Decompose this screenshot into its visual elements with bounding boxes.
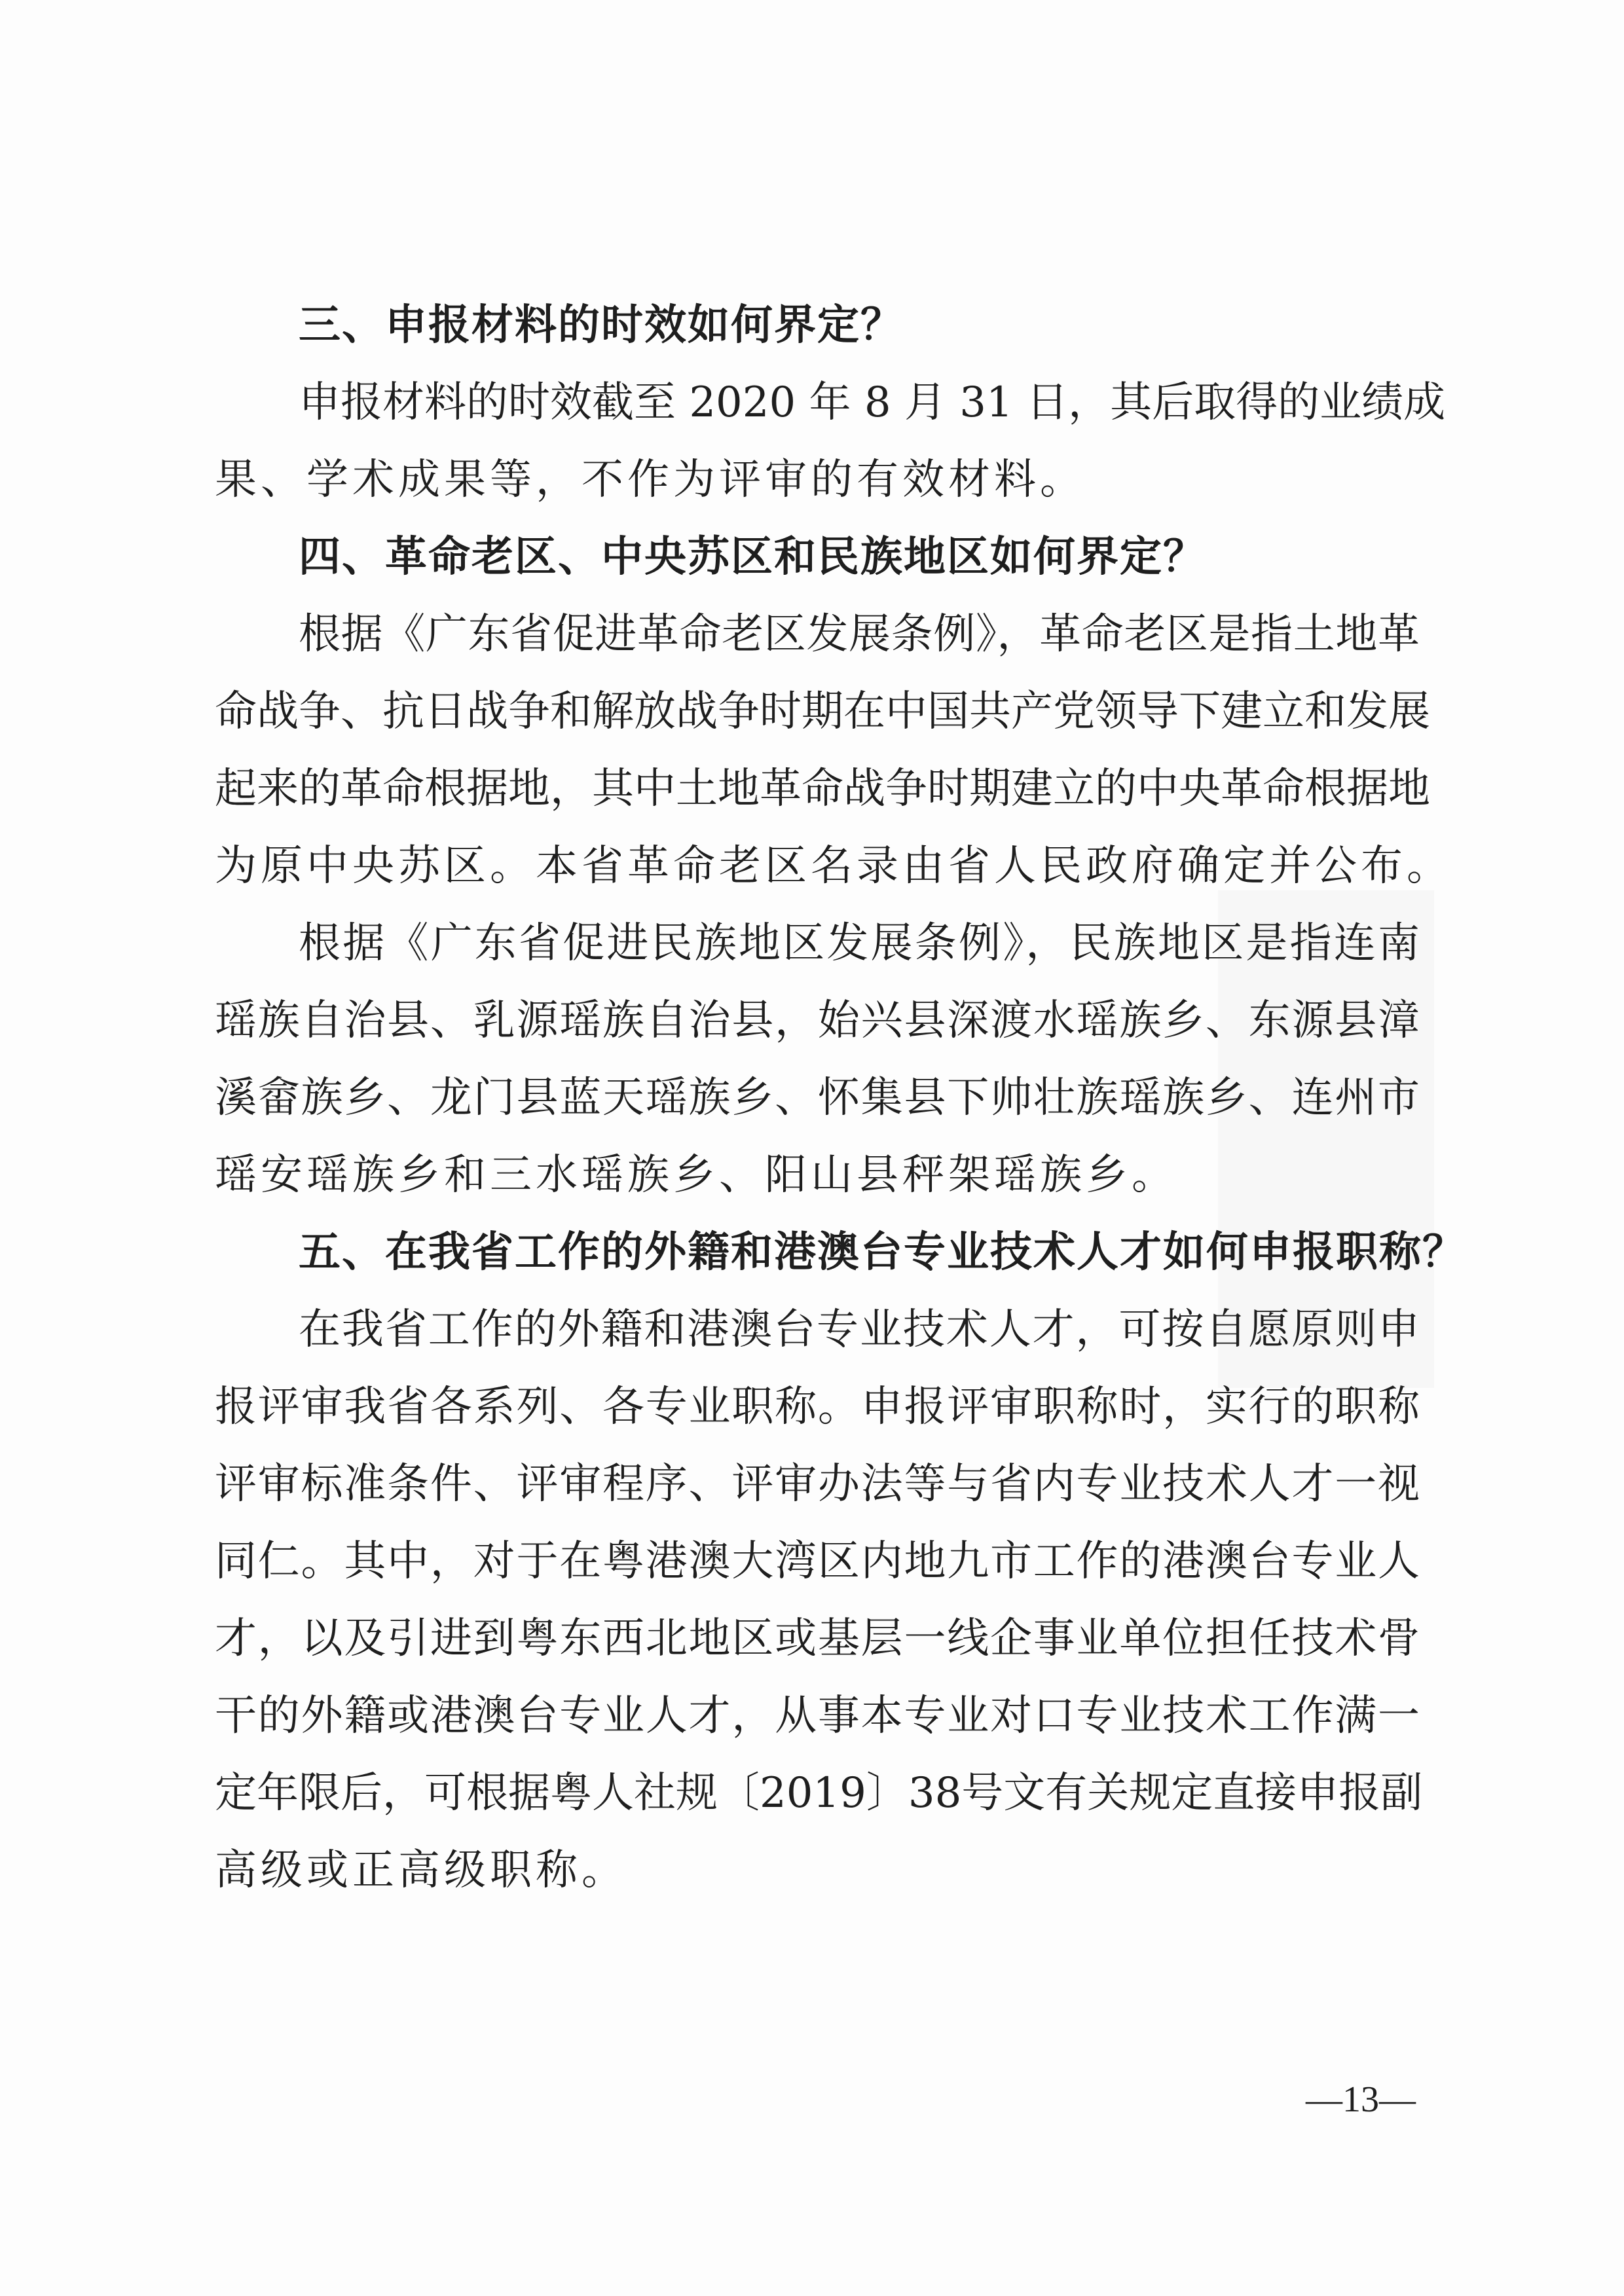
section-heading-3: 三、申报材料的时效如何界定？ [299, 301, 904, 350]
paragraph-line: 起来的革命根据地，其中土地革命战争时期建立的中央革命根据地 [215, 765, 1430, 813]
paragraph-line: 瑶安瑶族乡和三水瑶族乡、阳山县秤架瑶族乡。 [215, 1151, 1177, 1199]
paragraph-line: 干的外籍或港澳台专业人才，从事本专业对口专业技术工作满一 [215, 1692, 1420, 1740]
paragraph-line: 申报材料的时效截至 2020 年 8 月 31 日，其后取得的业绩成 [299, 378, 1446, 427]
paragraph-line: 命战争、抗日战争和解放战争时期在中国共产党领导下建立和发展 [215, 687, 1430, 736]
paragraph-line: 根据《广东省促进民族地区发展条例》，民族地区是指连南 [299, 919, 1420, 968]
paragraph-line: 瑶族自治县、乳源瑶族自治县，始兴县深渡水瑶族乡、东源县漳 [215, 996, 1420, 1045]
paragraph-line: 根据《广东省促进革命老区发展条例》，革命老区是指土地革 [299, 610, 1420, 659]
paragraph-line: 果、学术成果等，不作为评审的有效材料。 [215, 456, 1086, 504]
paragraph-line: 在我省工作的外籍和港澳台专业技术人才，可按自愿原则申 [299, 1305, 1420, 1354]
page-number: —13— [1306, 2079, 1416, 2120]
paragraph-line: 高级或正高级职称。 [215, 1846, 627, 1895]
paragraph-line: 同仁。其中，对于在粤港澳大湾区内地九市工作的港澳台专业人 [215, 1537, 1420, 1586]
paragraph-line: 为原中央苏区。本省革命老区名录由省人民政府确定并公布。 [215, 842, 1452, 890]
paragraph-line: 报评审我省各系列、各专业职称。申报评审职称时，实行的职称 [215, 1383, 1420, 1431]
section-heading-5: 五、在我省工作的外籍和港澳台专业技术人才如何申报职称？ [299, 1228, 1466, 1277]
paragraph-line: 定年限后，可根据粤人社规〔2019〕38号文有关规定直接申报副 [215, 1769, 1423, 1817]
section-heading-4: 四、革命老区、中央苏区和民族地区如何界定？ [299, 533, 1206, 581]
paragraph-line: 才，以及引进到粤东西北地区或基层一线企事业单位担任技术骨 [215, 1614, 1420, 1663]
paragraph-line: 评审标准条件、评审程序、评审办法等与省内专业技术人才一视 [215, 1460, 1420, 1508]
paragraph-line: 溪畲族乡、龙门县蓝天瑶族乡、怀集县下帅壮族瑶族乡、连州市 [215, 1074, 1420, 1122]
